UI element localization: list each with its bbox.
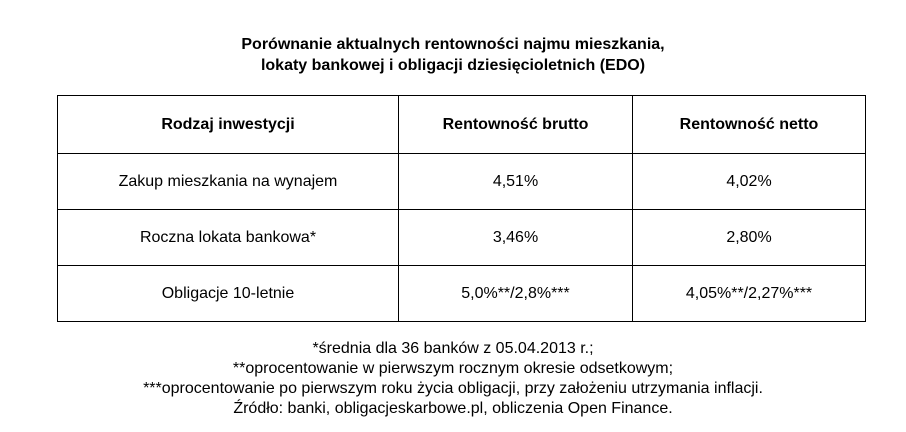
cell-gross-yield: 5,0%**/2,8%***: [399, 266, 633, 322]
footnote-3: ***oprocentowanie po pierwszym roku życia obligacji, przy założeniu utrzymania inflacji.: [143, 380, 763, 397]
cell-net-yield: 4,05%**/2,27%***: [633, 266, 866, 322]
cell-net-yield: 4,02%: [633, 154, 866, 210]
header-net-yield: Rentowność netto: [633, 96, 866, 154]
table-row: [58, 266, 866, 322]
table-header-row: [58, 96, 866, 154]
footnote-2: **oprocentowanie w pierwszym rocznym okresie odsetkowym;: [232, 360, 674, 377]
page-title: [0, 34, 906, 76]
cell-gross-yield: 3,46%: [399, 210, 633, 266]
footnote-1: *średnia dla 36 banków z 05.04.2013 r.;: [312, 340, 594, 357]
table-row: [58, 154, 866, 210]
cell-gross-yield: 4,51%: [399, 154, 633, 210]
cell-investment-type: Zakup mieszkania na wynajem: [58, 154, 399, 210]
title-line-2: lokaty bankowej i obligacji dziesięcioletnich (EDO): [260, 57, 646, 74]
header-gross-yield: Rentowność brutto: [399, 96, 633, 154]
header-investment-type: Rodzaj inwestycji: [58, 96, 399, 154]
table-row: [58, 210, 866, 266]
cell-investment-type: Obligacje 10-letnie: [58, 266, 399, 322]
title-line-1: Porównanie aktualnych rentowności najmu mieszkania,: [241, 36, 665, 53]
source-note: Źródło: banki, obligacjeskarbowe.pl, obliczenia Open Finance.: [233, 400, 673, 417]
comparison-table: [57, 95, 866, 322]
cell-net-yield: 2,80%: [633, 210, 866, 266]
footnotes: [0, 339, 906, 419]
cell-investment-type: Roczna lokata bankowa*: [58, 210, 399, 266]
